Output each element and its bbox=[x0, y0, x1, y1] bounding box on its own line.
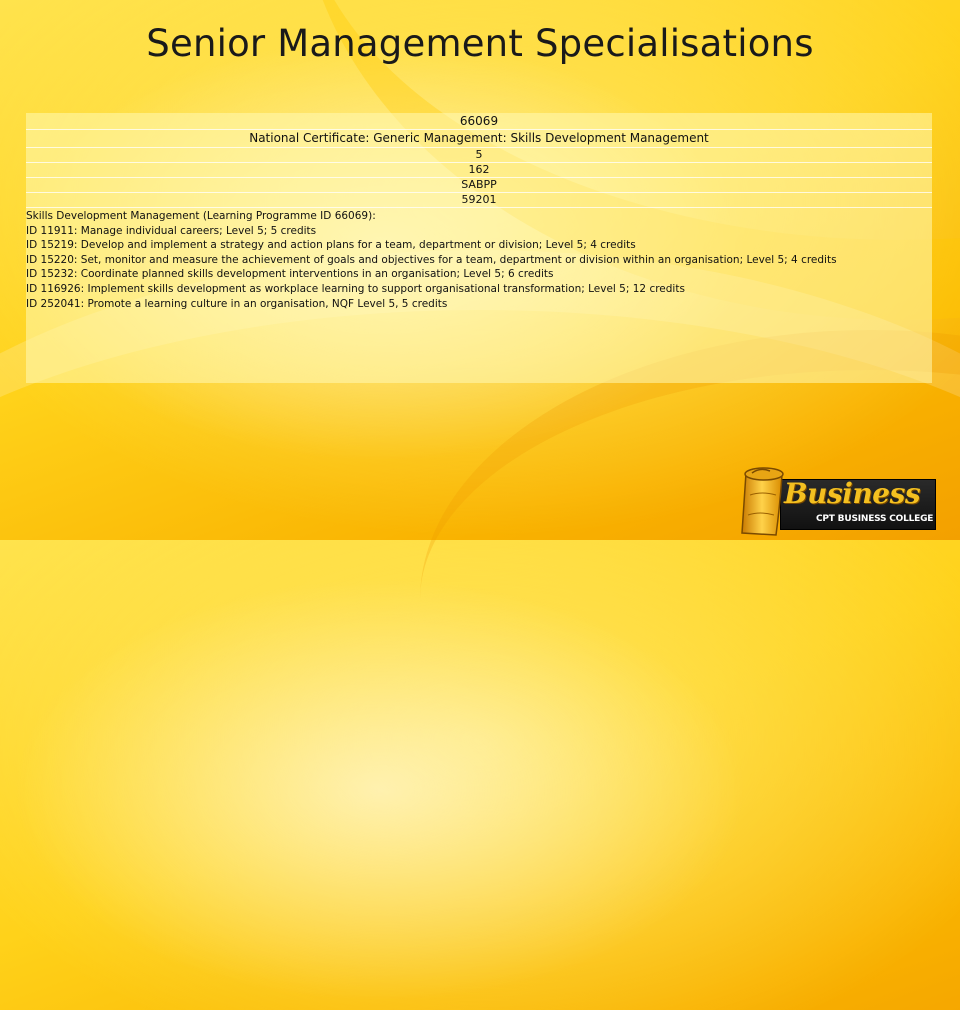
college-logo bbox=[736, 465, 940, 537]
unit-standard-item: ID 15220: Set, monitor and measure the achievement of goals and objectives for a team, department or division within an organisation; Level 5; 4 credits bbox=[26, 253, 837, 266]
unit-standard-item: ID 116926: Implement skills development as workplace learning to support organisational transformation; Level 5; 12 credits bbox=[26, 282, 685, 295]
slide-title: Senior Management Specialisations bbox=[146, 22, 814, 65]
programme-description bbox=[26, 208, 932, 311]
unit-standard-item: ID 11911: Manage individual careers; Level 5; 5 credits bbox=[26, 224, 317, 237]
programme-heading: Skills Development Management (Learning Programme ID 66069): bbox=[26, 210, 376, 222]
unit-standard-item: ID 252041: Promote a learning culture in an organisation, NQF Level 5, 5 credits bbox=[26, 297, 448, 310]
qualification-nqf-level: 5 bbox=[26, 148, 932, 163]
unit-standard-item: ID 15232: Coordinate planned skills development interventions in an organisation; Level 5; 6 credits bbox=[26, 268, 554, 281]
qualification-seta: SABPP bbox=[26, 178, 932, 193]
content-panel bbox=[26, 113, 932, 383]
logo-wordmark: Business bbox=[784, 477, 921, 510]
qualification-credits: 162 bbox=[26, 163, 932, 178]
qualification-name: National Certificate: Generic Management: Skills Development Management bbox=[26, 130, 932, 148]
background-swoosh bbox=[420, 330, 960, 870]
unit-standard-item: ID 15219: Develop and implement a strategy and action plans for a team, department or division; Level 5; 4 credits bbox=[26, 239, 636, 252]
qualification-code: 66069 bbox=[26, 113, 932, 130]
qualification-accreditation: 59201 bbox=[26, 193, 932, 208]
qualification-table bbox=[26, 113, 932, 208]
logo-subtitle: CPT BUSINESS COLLEGE bbox=[816, 514, 934, 524]
